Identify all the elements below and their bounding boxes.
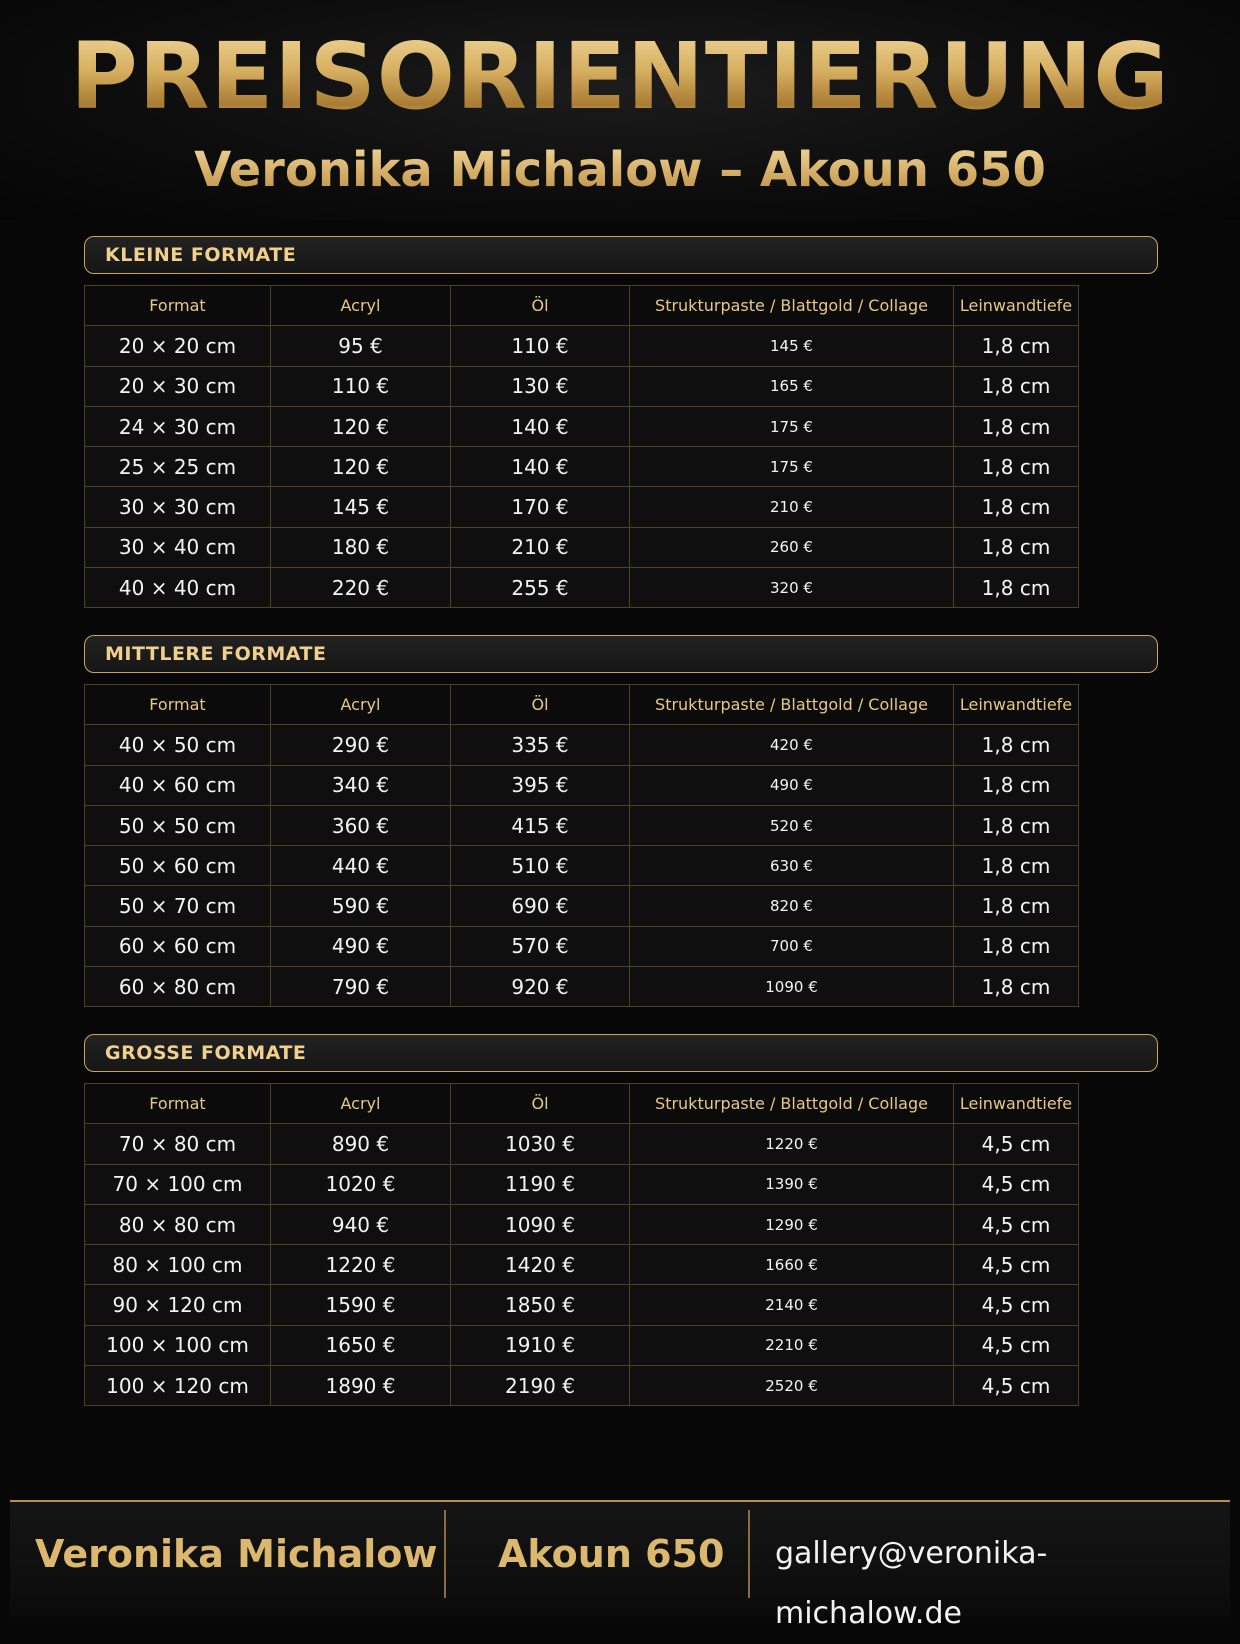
column-header: Strukturpaste / Blattgold / Collage (630, 1084, 954, 1124)
column-header: Format (85, 1084, 271, 1124)
table-cell: 20 × 20 cm (85, 326, 271, 366)
table-cell: 1190 € (451, 1164, 630, 1204)
table-cell: 60 × 60 cm (85, 926, 271, 966)
table-cell: 2520 € (630, 1366, 954, 1406)
table-cell: 1420 € (451, 1245, 630, 1285)
header (0, 0, 1240, 220)
table-cell: 1,8 cm (954, 568, 1079, 608)
table-cell: 110 € (451, 326, 630, 366)
table-cell: 335 € (451, 725, 630, 765)
footer (10, 1500, 1230, 1631)
column-header: Strukturpaste / Blattgold / Collage (630, 286, 954, 326)
table-cell: 1220 € (271, 1245, 451, 1285)
column-header: Acryl (271, 1084, 451, 1124)
table-cell: 4,5 cm (954, 1245, 1079, 1285)
footer-email[interactable]: gallery@veronika-michalow.de (775, 1536, 1048, 1631)
table-cell: 95 € (271, 326, 451, 366)
table-row (85, 447, 1079, 487)
table-cell: 1660 € (630, 1245, 954, 1285)
table-cell: 70 × 100 cm (85, 1164, 271, 1204)
footer-code: Akoun 650 (498, 1532, 725, 1576)
table-cell: 180 € (271, 527, 451, 567)
table-row (85, 1164, 1079, 1204)
table-cell: 80 × 80 cm (85, 1204, 271, 1244)
table-row (85, 967, 1079, 1007)
table-cell: 140 € (451, 406, 630, 446)
table-cell: 50 × 70 cm (85, 886, 271, 926)
section-header-grosse (84, 1034, 1158, 1072)
table-cell: 4,5 cm (954, 1325, 1079, 1365)
table-cell: 175 € (630, 406, 954, 446)
column-header: Strukturpaste / Blattgold / Collage (630, 685, 954, 725)
table-cell: 570 € (451, 926, 630, 966)
table-row (85, 527, 1079, 567)
table-cell: 2140 € (630, 1285, 954, 1325)
table-cell: 1090 € (630, 967, 954, 1007)
table-cell: 4,5 cm (954, 1124, 1079, 1164)
table-cell: 1650 € (271, 1325, 451, 1365)
table-row (85, 805, 1079, 845)
table-header-row (85, 1084, 1079, 1124)
table-cell: 940 € (271, 1204, 451, 1244)
table-cell: 920 € (451, 967, 630, 1007)
table-cell: 4,5 cm (954, 1204, 1079, 1244)
table-cell: 120 € (271, 406, 451, 446)
table-cell: 30 × 40 cm (85, 527, 271, 567)
table-cell: 1,8 cm (954, 406, 1079, 446)
price-table-kleine (84, 285, 1079, 608)
column-header: Öl (451, 685, 630, 725)
table-cell: 260 € (630, 527, 954, 567)
table-cell: 290 € (271, 725, 451, 765)
table-cell: 100 × 120 cm (85, 1366, 271, 1406)
table-cell: 4,5 cm (954, 1285, 1079, 1325)
table-cell: 1,8 cm (954, 846, 1079, 886)
table-row (85, 487, 1079, 527)
table-row (85, 326, 1079, 366)
section-header-mittlere (84, 635, 1158, 673)
table-cell: 165 € (630, 366, 954, 406)
column-header: Acryl (271, 685, 451, 725)
table-cell: 4,5 cm (954, 1164, 1079, 1204)
table-cell: 40 × 60 cm (85, 765, 271, 805)
table-cell: 130 € (451, 366, 630, 406)
price-table-mittlere (84, 684, 1079, 1007)
table-cell: 255 € (451, 568, 630, 608)
table-cell: 630 € (630, 846, 954, 886)
column-header: Leinwandtiefe (954, 685, 1079, 725)
table-cell: 1220 € (630, 1124, 954, 1164)
table-row (85, 1285, 1079, 1325)
table-row (85, 765, 1079, 805)
table-row (85, 568, 1079, 608)
table-cell: 420 € (630, 725, 954, 765)
table-cell: 50 × 50 cm (85, 805, 271, 845)
table-row (85, 366, 1079, 406)
table-row (85, 1366, 1079, 1406)
table-cell: 790 € (271, 967, 451, 1007)
table-cell: 1,8 cm (954, 527, 1079, 567)
table-cell: 2210 € (630, 1325, 954, 1365)
table-cell: 70 × 80 cm (85, 1124, 271, 1164)
table-cell: 1,8 cm (954, 447, 1079, 487)
table-row (85, 1325, 1079, 1365)
table-row (85, 1124, 1079, 1164)
table-row (85, 926, 1079, 966)
table-cell: 1590 € (271, 1285, 451, 1325)
table-cell: 4,5 cm (954, 1366, 1079, 1406)
table-cell: 1,8 cm (954, 926, 1079, 966)
table-cell: 2190 € (451, 1366, 630, 1406)
page-title: PREISORIENTIERUNG (0, 22, 1240, 132)
table-cell: 440 € (271, 846, 451, 886)
table-cell: 100 × 100 cm (85, 1325, 271, 1365)
table-cell: 140 € (451, 447, 630, 487)
table-cell: 1,8 cm (954, 805, 1079, 845)
table-cell: 1,8 cm (954, 765, 1079, 805)
table-cell: 340 € (271, 765, 451, 805)
column-header: Öl (451, 1084, 630, 1124)
table-cell: 490 € (630, 765, 954, 805)
footer-artist-name: Veronika Michalow (35, 1532, 438, 1576)
table-cell: 590 € (271, 886, 451, 926)
table-cell: 220 € (271, 568, 451, 608)
section-title: MITTLERE FORMATE (105, 643, 327, 665)
table-cell: 1850 € (451, 1285, 630, 1325)
section-title: KLEINE FORMATE (105, 244, 297, 266)
table-cell: 60 × 80 cm (85, 967, 271, 1007)
table-cell: 1020 € (271, 1164, 451, 1204)
table-cell: 30 × 30 cm (85, 487, 271, 527)
table-cell: 40 × 40 cm (85, 568, 271, 608)
table-header-row (85, 286, 1079, 326)
table-cell: 1,8 cm (954, 366, 1079, 406)
table-cell: 1890 € (271, 1366, 451, 1406)
table-cell: 1390 € (630, 1164, 954, 1204)
column-header: Format (85, 286, 271, 326)
table-row (85, 406, 1079, 446)
table-cell: 1,8 cm (954, 886, 1079, 926)
table-cell: 40 × 50 cm (85, 725, 271, 765)
table-cell: 415 € (451, 805, 630, 845)
column-header: Öl (451, 286, 630, 326)
table-cell: 690 € (451, 886, 630, 926)
footer-divider (748, 1510, 750, 1598)
section-title: GROSSE FORMATE (105, 1042, 307, 1064)
table-cell: 145 € (271, 487, 451, 527)
table-row (85, 886, 1079, 926)
table-row (85, 1204, 1079, 1244)
table-cell: 90 × 120 cm (85, 1285, 271, 1325)
table-cell: 395 € (451, 765, 630, 805)
table-cell: 890 € (271, 1124, 451, 1164)
table-cell: 320 € (630, 568, 954, 608)
table-cell: 80 × 100 cm (85, 1245, 271, 1285)
section-header-kleine (84, 236, 1158, 274)
table-cell: 210 € (630, 487, 954, 527)
table-cell: 1,8 cm (954, 326, 1079, 366)
table-cell: 520 € (630, 805, 954, 845)
table-row (85, 846, 1079, 886)
table-cell: 24 × 30 cm (85, 406, 271, 446)
table-row (85, 725, 1079, 765)
table-cell: 1290 € (630, 1204, 954, 1244)
table-header-row (85, 685, 1079, 725)
column-header: Leinwandtiefe (954, 286, 1079, 326)
table-cell: 1,8 cm (954, 725, 1079, 765)
table-cell: 170 € (451, 487, 630, 527)
table-cell: 210 € (451, 527, 630, 567)
column-header: Acryl (271, 286, 451, 326)
table-cell: 20 × 30 cm (85, 366, 271, 406)
table-cell: 50 × 60 cm (85, 846, 271, 886)
footer-divider (444, 1510, 446, 1598)
table-cell: 1,8 cm (954, 967, 1079, 1007)
table-cell: 175 € (630, 447, 954, 487)
table-cell: 1090 € (451, 1204, 630, 1244)
table-row (85, 1245, 1079, 1285)
table-cell: 510 € (451, 846, 630, 886)
table-cell: 1910 € (451, 1325, 630, 1365)
table-cell: 700 € (630, 926, 954, 966)
table-cell: 110 € (271, 366, 451, 406)
column-header: Format (85, 685, 271, 725)
table-cell: 120 € (271, 447, 451, 487)
table-cell: 360 € (271, 805, 451, 845)
table-cell: 1,8 cm (954, 487, 1079, 527)
table-cell: 1030 € (451, 1124, 630, 1164)
table-cell: 490 € (271, 926, 451, 966)
page-subtitle: Veronika Michalow – Akoun 650 (0, 140, 1240, 200)
price-table-grosse (84, 1083, 1079, 1406)
column-header: Leinwandtiefe (954, 1084, 1079, 1124)
table-cell: 25 × 25 cm (85, 447, 271, 487)
table-cell: 820 € (630, 886, 954, 926)
table-cell: 145 € (630, 326, 954, 366)
